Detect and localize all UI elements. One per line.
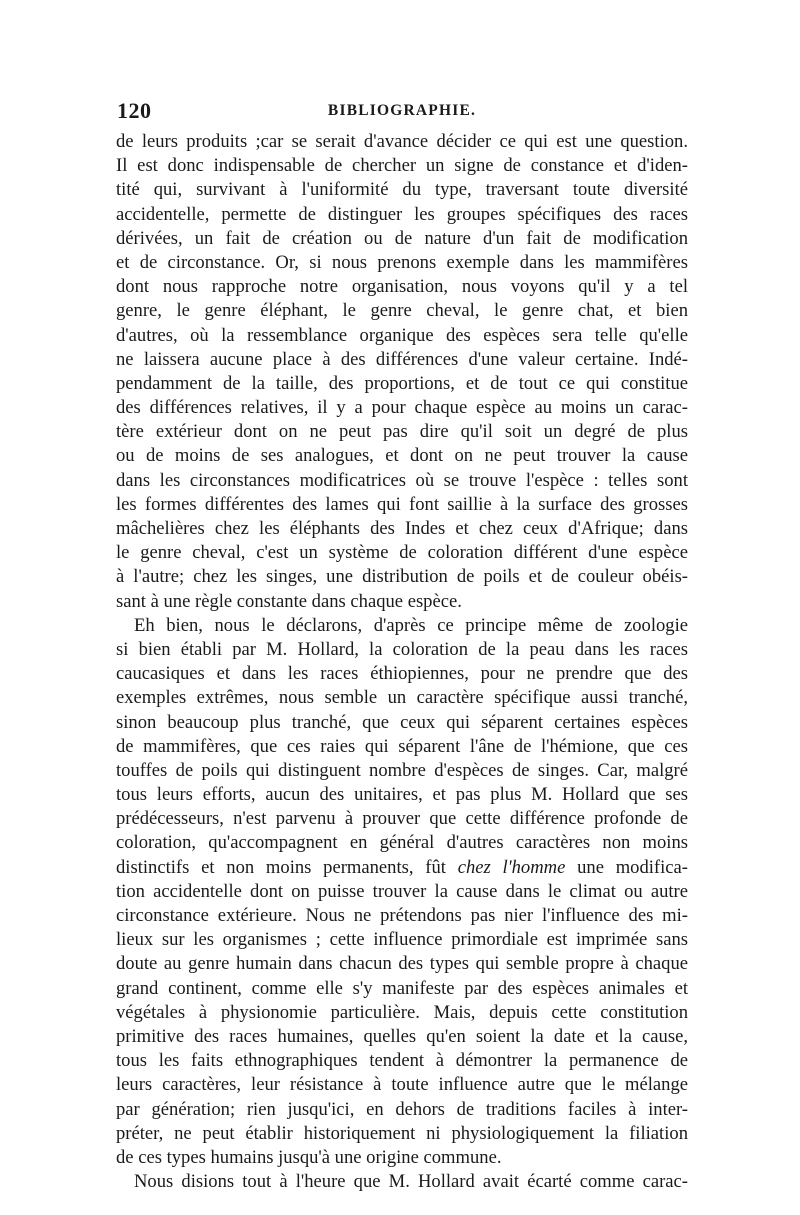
text-line-with-italic: [116, 856, 688, 880]
page-header: [117, 98, 687, 122]
text-line: leurs caractères, leur résistance à toute influence autre que le mélange: [116, 1074, 688, 1096]
paragraph-start-line: Nous disions tout à l'heure que M. Hollard avait écarté comme carac-: [134, 1171, 688, 1193]
text-line: tous leurs efforts, aucun des unitaires, et pas plus M. Hollard que ses: [116, 784, 688, 806]
text-line: tité qui, survivant à l'uniformité du type, traversant toute diversité: [116, 179, 688, 201]
text-line: à l'autre; chez les singes, une distribution de poils et de couleur obéis-: [116, 566, 688, 588]
text-line: prédécesseurs, n'est parvenu à prouver que cette différence profonde de: [116, 808, 688, 830]
italic-phrase: chez l'homme: [457, 856, 566, 878]
text-line: pendamment de la taille, des proportions, et de tout ce qui constitue: [116, 372, 688, 394]
running-head: BIBLIOGRAPHIE.: [327, 102, 477, 119]
text-line: Il est donc indispensable de chercher un signe de constance et d'iden-: [116, 155, 688, 177]
text-line: primitive des races humaines, quelles qu'en soient la date et la cause,: [116, 1025, 688, 1047]
text-line: dont nous rapproche notre organisation, nous voyons qu'il y a tel: [116, 276, 688, 298]
text-line: préter, ne peut établir historiquement ni physiologiquement la filiation: [116, 1122, 688, 1144]
text-segment: une modifica-: [565, 856, 688, 878]
text-line: coloration, qu'accompagnent en général d'autres caractères non moins: [116, 832, 688, 854]
page-number: 120: [117, 98, 152, 123]
text-line: mâchelières chez les éléphants des Indes et chez ceux d'Afrique; dans: [116, 518, 688, 539]
text-line: sinon beaucoup plus tranché, que ceux qui séparent certaines espèces: [116, 711, 688, 733]
text-line: accidentelle, permette de distinguer les groupes spécifiques des races: [116, 203, 688, 225]
text-line: tous les faits ethnographiques tendent à démontrer la permanence de: [116, 1050, 688, 1072]
text-line: des différences relatives, il y a pour chaque espèce au moins un carac-: [116, 397, 688, 419]
text-line: si bien établi par M. Hollard, la coloration de la peau dans les races: [116, 638, 688, 660]
text-line: dans les circonstances modificatrices où se trouve l'espèce : telles sont: [116, 469, 688, 491]
text-line: genre, le genre éléphant, le genre cheval, le genre chat, et bien: [116, 300, 688, 322]
text-line: dérivées, un fait de création ou de nature d'un fait de modification: [116, 227, 688, 249]
body-text: [116, 130, 688, 1194]
text-line: caucasiques et dans les races éthiopiennes, pour ne prendre que des: [116, 663, 688, 685]
text-line: de mammifères, que ces raies qui séparent l'âne de l'hémione, que ces: [116, 735, 688, 757]
text-line: doute au genre humain dans chacun des types qui semble propre à chaque: [116, 953, 688, 975]
paragraph-start-line: Eh bien, nous le déclarons, d'après ce principe même de zoologie: [134, 614, 688, 636]
text-line: exemples extrêmes, nous semble un caractère spécifique aussi tranché,: [116, 687, 688, 709]
text-line: végétales à physionomie particulière. Mais, depuis cette constitution: [116, 1001, 688, 1023]
text-line: lieux sur les organismes ; cette influence primordiale est imprimée sans: [116, 929, 688, 951]
text-segment: distinctifs et non moins permanents, fût: [116, 856, 458, 878]
text-line: les formes différentes des lames qui font saillie à la surface des grosses: [116, 493, 688, 515]
text-line: de leurs produits ;car se serait d'avance décider ce qui est une question.: [116, 131, 688, 152]
text-line: ne laissera aucune place à des différences d'une valeur certaine. Indé-: [116, 348, 688, 370]
text-line: par génération; rien jusqu'ici, en dehors de traditions faciles à inter-: [116, 1098, 688, 1120]
text-line: tion accidentelle dont on puisse trouver la cause dans le climat ou autre: [116, 880, 688, 902]
text-line: et de circonstance. Or, si nous prenons exemple dans les mammifères: [116, 251, 688, 273]
paragraph-end-line: de ces types humains jusqu'à une origine commune.: [116, 1146, 502, 1168]
text-line: tère extérieur dont on ne peut pas dire qu'il soit un degré de plus: [116, 421, 688, 443]
text-line: touffes de poils qui distinguent nombre d'espèces de singes. Car, malgré: [116, 759, 688, 781]
paragraph-end-line: sant à une règle constante dans chaque espèce.: [116, 590, 462, 612]
text-line: le genre cheval, c'est un système de coloration différent d'une espèce: [116, 542, 688, 564]
text-line: circonstance extérieure. Nous ne prétendons pas nier l'influence des mi-: [116, 905, 688, 926]
text-line: grand continent, comme elle s'y manifeste par des espèces animales et: [116, 977, 688, 999]
text-line: ou de moins de ses analogues, et dont on ne peut trouver la cause: [116, 445, 688, 467]
text-line: d'autres, où la ressemblance organique des espèces sera telle qu'elle: [116, 324, 688, 346]
